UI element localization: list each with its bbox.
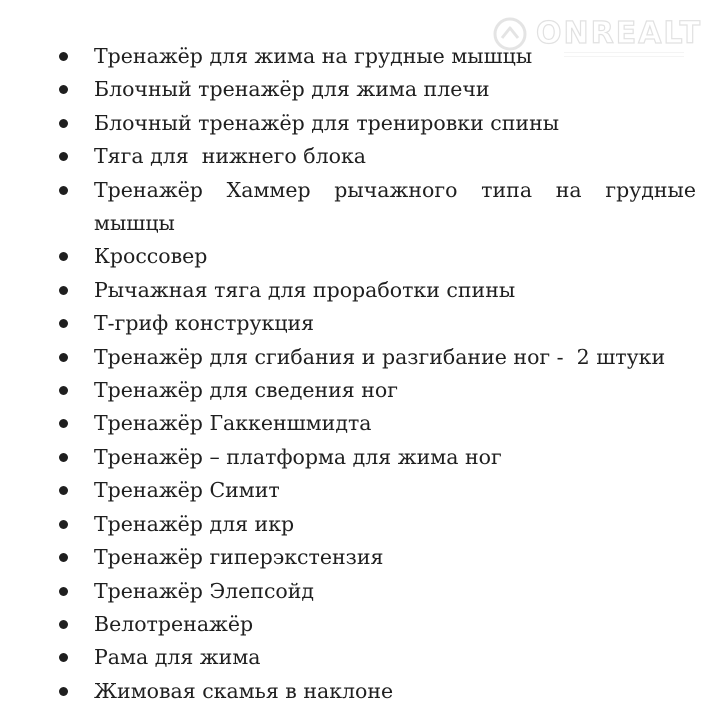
list-item-text: Тренажёр для сведения ног xyxy=(94,378,398,403)
list-item xyxy=(0,240,720,273)
list-item-text: Рама для жима xyxy=(94,645,261,670)
list-item xyxy=(0,274,720,307)
list-item-text: Кроссовер xyxy=(94,244,208,269)
list-item-text: Тяга для нижнего блока xyxy=(94,144,367,169)
bullet-icon xyxy=(59,419,68,428)
list-item-text: Блочный тренажёр для тренировки спины xyxy=(94,110,560,135)
bullet-icon xyxy=(59,286,68,295)
list-item xyxy=(0,541,720,574)
list-item xyxy=(0,73,720,106)
watermark-text: ONREALT xyxy=(536,16,703,51)
bullet-icon xyxy=(59,453,68,462)
list-item-text: Тренажёр для жима на грудные мышцы xyxy=(94,44,533,68)
list-item-text: Рычажная тяга для проработки спины xyxy=(94,277,516,302)
list-item-text: Жимовая скамья в наклоне xyxy=(94,678,394,703)
list-item xyxy=(0,174,720,241)
bullet-icon xyxy=(59,319,68,328)
list-item xyxy=(0,374,720,407)
bullet-icon xyxy=(59,520,68,529)
bullet-icon xyxy=(59,353,68,362)
bullet-icon xyxy=(59,119,68,128)
bullet-icon xyxy=(59,587,68,596)
list-item-text: Т-гриф конструкция xyxy=(94,311,315,336)
bullet-icon xyxy=(59,85,68,94)
list-item-text: Тренажёр Хаммер рычажного типа на грудные мышцы xyxy=(94,177,696,236)
bullet-icon xyxy=(59,687,68,696)
bullet-icon xyxy=(59,252,68,261)
list-item xyxy=(0,307,720,340)
equipment-list xyxy=(0,40,720,708)
bullet-icon xyxy=(59,152,68,161)
list-item xyxy=(0,508,720,541)
list-item-text: Тренажёр гиперэкстензия xyxy=(94,545,384,570)
list-item xyxy=(0,575,720,608)
list-item xyxy=(0,407,720,440)
list-item xyxy=(0,608,720,641)
list-item-text: Тренажёр для икр xyxy=(94,511,295,536)
list-item xyxy=(0,107,720,140)
list-item xyxy=(0,140,720,173)
bullet-icon xyxy=(59,386,68,395)
list-item xyxy=(0,474,720,507)
bullet-icon xyxy=(59,653,68,662)
list-item-text: Тренажёр Симит xyxy=(94,478,280,503)
bullet-icon xyxy=(59,52,68,61)
bullet-icon xyxy=(59,486,68,495)
list-item-text: Блочный тренажёр для жима плечи xyxy=(94,77,490,102)
bullet-icon xyxy=(59,620,68,629)
list-item-text: Тренажёр Гаккеншмидта xyxy=(94,411,372,436)
list-item xyxy=(0,40,720,73)
list-item xyxy=(0,641,720,674)
list-item-text: Тренажёр Элепсойд xyxy=(94,578,315,603)
list-item-text: Велотренажёр xyxy=(94,611,254,636)
list-item xyxy=(0,441,720,474)
bullet-icon xyxy=(59,553,68,562)
bullet-icon xyxy=(59,186,68,195)
list-item xyxy=(0,341,720,374)
list-item-text: Тренажёр для сгибания и разгибание ног - 2 штуки xyxy=(94,344,666,369)
list-item-text: Тренажёр – платформа для жима ног xyxy=(94,444,502,469)
list-item xyxy=(0,675,720,708)
